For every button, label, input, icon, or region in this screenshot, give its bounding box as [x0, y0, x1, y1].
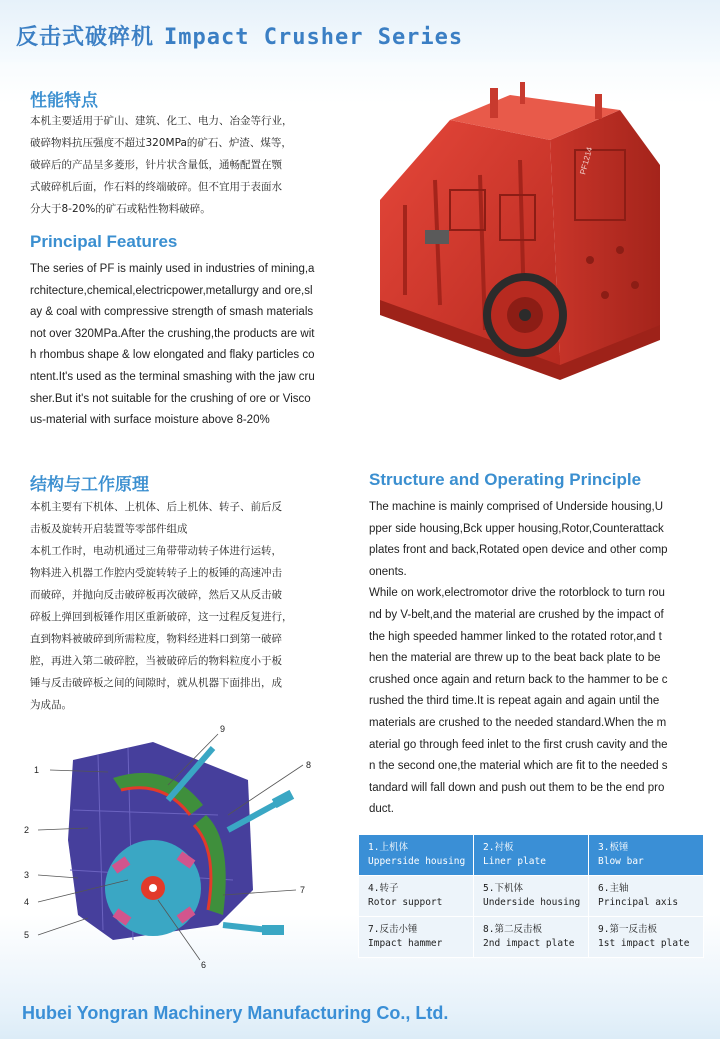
- text-line: materials are crushed to the needed standard.When the m: [369, 716, 667, 729]
- text-line: crushed once again and return back to the hammer to be c: [369, 673, 668, 686]
- part-name-en: 2nd impact plate: [483, 938, 575, 949]
- text-line: pper side housing,Bck upper housing,Rotor,Counterattack: [369, 522, 664, 535]
- text-line: 式破碎机后面，作石料的终端破碎。但不宜用于表面水: [30, 181, 282, 193]
- table-row: [359, 917, 704, 958]
- table-cell: [474, 835, 589, 876]
- text-line: While on work,electromotor drive the rotorblock to turn rou: [369, 587, 665, 600]
- part-name-en: Principal axis: [598, 897, 679, 908]
- text-line: 碎板上弹回到板锤作用区重新破碎，这一过程反复进行，: [30, 611, 293, 623]
- table-cell: [359, 917, 474, 958]
- part-name-cn: 4.转子: [368, 883, 399, 894]
- table-cell: [474, 917, 589, 958]
- text-line: 物料进入机器工作腔内受旋转转子上的板锤的高速冲击: [30, 567, 282, 579]
- text-line: 而破碎，并抛向反击破碎板再次破碎，然后又从反击破: [30, 589, 282, 601]
- text-line: nd by V-belt,and the material are crushed by the impact of: [369, 608, 664, 621]
- diagram-label-7: 7: [300, 885, 306, 895]
- text-line: n the second one,the material which are fit to the needed s: [369, 760, 668, 773]
- part-name-en: Impact hammer: [368, 938, 443, 949]
- crusher-photo: [360, 80, 690, 425]
- part-name-cn: 3.板锤: [598, 842, 629, 853]
- part-name-en: Blow bar: [598, 856, 644, 867]
- text-line: The machine is mainly comprised of Underside housing,U: [369, 501, 664, 513]
- text-line: 破碎后的产品呈多菱形，针片状含量低，通畅配置在颚: [30, 159, 282, 171]
- text-line: onents.: [369, 565, 407, 578]
- text-line: us-material with surface moisture above 8-20%: [30, 414, 270, 427]
- text-line: 本机工作时，电动机通过三角带带动转子体进行运转，: [30, 545, 282, 557]
- features-text-en: [30, 259, 340, 432]
- part-name-en: Upperside housing: [368, 856, 466, 867]
- page-title: [16, 20, 463, 51]
- part-name-cn: 7.反击小锤: [368, 924, 418, 935]
- text-line: rushed the third time.It is repeat again and again until the: [369, 695, 660, 708]
- parts-table: [358, 834, 704, 958]
- diagram-label-4: 4: [24, 897, 30, 907]
- table-cell: [589, 876, 704, 917]
- plate-text: PF1214: [578, 146, 595, 176]
- text-line: duct.: [369, 803, 394, 816]
- part-name-cn: 6.主轴: [598, 883, 629, 894]
- diagram-label-8: 8: [306, 760, 312, 770]
- text-line: 破碎物料抗压强度不超过320MPa的矿石、炉渣、煤等，: [30, 137, 292, 149]
- table-cell: [589, 917, 704, 958]
- text-line: 腔，再进入第二破碎腔，当被破碎后的物料粒度小于板: [30, 655, 282, 667]
- page-title-en: Impact Crusher Series: [164, 25, 464, 50]
- text-line: The series of PF is mainly used in industries of mining,a: [30, 263, 315, 275]
- features-heading-en: Principal Features: [30, 232, 178, 251]
- part-name-cn: 8.第二反击板: [483, 924, 542, 935]
- text-line: 为成品。: [30, 699, 72, 711]
- part-name-en: Liner plate: [483, 856, 546, 867]
- features-heading-cn: 性能特点: [30, 91, 98, 111]
- table-cell: [589, 835, 704, 876]
- diagram-label-2: 2: [24, 825, 30, 835]
- part-name-en: 1st impact plate: [598, 938, 690, 949]
- text-line: ay & coal with compressive strength of smash materials: [30, 306, 314, 319]
- table-row: [359, 876, 704, 917]
- structure-text-en: [369, 497, 689, 821]
- text-line: 锤与反击破碎板之间的间隙时，就从机器下面排出，成: [30, 677, 282, 689]
- diagram-label-5: 5: [24, 930, 30, 940]
- text-line: 击板及旋转开启装置等零部件组成: [30, 523, 188, 535]
- diagram-label-9: 9: [220, 724, 226, 734]
- part-name-cn: 1.上机体: [368, 842, 408, 853]
- diagram-label-1: 1: [34, 765, 40, 775]
- text-line: 本机主要有下机体、上机体、后上机体、转子、前后反: [30, 501, 282, 513]
- table-cell: [474, 876, 589, 917]
- text-line: the high speeded hammer linked to the rotated rotor,and t: [369, 630, 662, 643]
- part-name-cn: 9.第一反击板: [598, 924, 657, 935]
- text-line: 本机主要适用于矿山、建筑、化工、电力、冶金等行业，: [30, 115, 293, 127]
- text-line: tandard will fall down and push out them to be the end pro: [369, 781, 665, 794]
- text-line: sher.But it's not suitable for the crushing of ore or Visco: [30, 392, 311, 405]
- structure-text-cn: [30, 496, 293, 716]
- features-text-cn: [30, 110, 293, 220]
- diagram-label-6: 6: [201, 960, 207, 970]
- text-line: aterial go through feed inlet to the first crush cavity and the: [369, 738, 668, 751]
- text-line: 直到物料被破碎到所需粒度，物料经进料口到第一破碎: [30, 633, 282, 645]
- text-line: not over 320MPa.After the crushing,the products are wit: [30, 327, 315, 340]
- text-line: hen the material are threw up to the beat back plate to be: [369, 652, 661, 665]
- part-name-cn: 5.下机体: [483, 883, 523, 894]
- text-line: 分大于8-20%的矿石或粘性物料破碎。: [30, 203, 211, 215]
- diagram-label-3: 3: [24, 870, 30, 880]
- table-row: [359, 835, 704, 876]
- part-name-cn: 2.衬板: [483, 842, 514, 853]
- part-name-en: Rotor support: [368, 897, 443, 908]
- crusher-diagram: [18, 720, 338, 975]
- company-name: Hubei Yongran Machinery Manufacturing Co., Ltd.: [22, 1003, 449, 1023]
- text-line: ntent.It's used as the terminal smashing with the jaw cru: [30, 370, 315, 383]
- table-cell: [359, 876, 474, 917]
- text-line: h rhombus shape & low elongated and flaky particles co: [30, 349, 315, 362]
- text-line: rchitecture,chemical,electricpower,metallurgy and ore,sl: [30, 284, 313, 297]
- structure-heading-cn: 结构与工作原理: [30, 475, 149, 495]
- text-line: plates front and back,Rotated open device and other comp: [369, 544, 668, 557]
- page-title-cn: 反击式破碎机: [16, 25, 155, 50]
- structure-heading-en: Structure and Operating Principle: [369, 470, 642, 489]
- table-cell: [359, 835, 474, 876]
- part-name-en: Underside housing: [483, 897, 581, 908]
